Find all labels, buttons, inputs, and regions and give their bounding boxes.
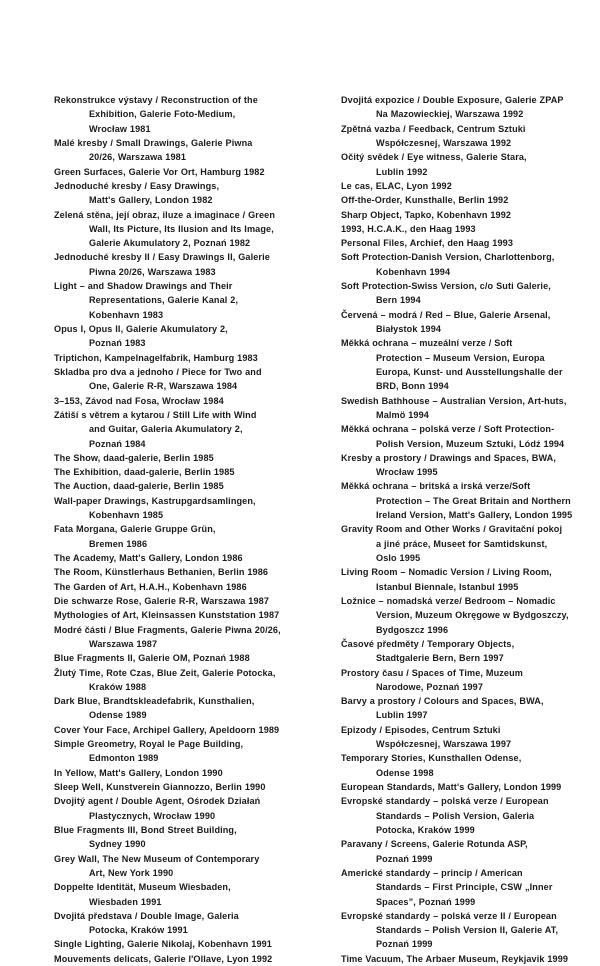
entry-continuation-line: Spaces”, Poznań 1999 [376,896,476,907]
entry-title-line: Rekonstrukce výstavy / Reconstruction of the [54,95,258,105]
exhibition-entry [19,608,299,622]
entry-title-line: Měkká ochrana – britská a irská verze/Soft [341,481,531,492]
entry-title-line: The Garden of Art, H.A.H., Kobenhavn 1986 [54,581,247,592]
entry-continuation-line: Oslo 1995 [376,553,421,563]
exhibition-entry [306,150,598,179]
exhibition-entry [306,522,598,565]
entry-title-line: Mouvements delicats, Galerie l'Ollave, Lyon 1992 [54,953,273,964]
exhibition-entry [306,179,598,193]
exhibition-entry [306,694,598,723]
entry-continuation-line: Współczesnej, Warszawa 1992 [376,137,512,148]
entry-continuation-line: Wrocław 1981 [89,123,151,134]
entry-continuation-line: 20/26, Warszawa 1981 [89,152,187,163]
exhibition-entry [19,723,299,737]
entry-title-line: Soft Protection-Swiss Version, c/o Suti Galerie, [341,281,551,292]
entry-title-line: Temporary Stories, Kunsthallen Odense, [341,753,522,764]
entry-title-line: Off-the-Order, Kunsthalle, Berlin 1992 [341,195,509,206]
entry-continuation-line: Edmonton 1989 [89,753,159,764]
exhibition-entry [19,208,299,251]
entry-continuation-line: Kraków 1988 [89,681,147,692]
entry-continuation-line: Wiesbaden 1991 [89,896,162,907]
exhibition-entry [19,666,299,695]
exhibition-entry [19,794,299,823]
entry-title-line: Časové předměty / Temporary Objects, [341,638,515,649]
entry-title-line: The Show, daad-galerie, Berlin 1985 [54,452,214,463]
exhibition-entry [19,694,299,723]
entry-title-line: Ložnice – nomadská verze/ Bedroom – Nomadic [341,595,556,606]
entry-title-line: Personal Files, Archief, den Haag 1993 [341,238,514,249]
exhibition-entry [19,451,299,465]
entry-title-line: Zpětná vazba / Feedback, Centrum Sztuki [341,123,526,134]
exhibition-entry [306,208,598,222]
exhibition-entry [306,794,598,837]
entry-continuation-line: Poznań 1999 [376,939,433,950]
entry-title-line: Time Vacuum, The Arbaer Museum, Reykjavik 1999 [341,953,569,964]
entry-continuation-line: Protection – Museum Version, Europa [376,352,545,363]
exhibition-entry [306,666,598,695]
exhibition-entry [306,236,598,250]
entry-title-line: The Room, Künstlerhaus Bethanien, Berlin 1986 [54,567,269,578]
entry-continuation-line: Protection – The Great Britain and Northern [376,495,571,506]
entry-continuation-line: BRD, Bonn 1994 [376,381,449,392]
entry-title-line: Americké standardy – princip / American [341,867,523,878]
entry-continuation-line: Narodowe, Poznań 1997 [376,681,484,692]
entry-title-line: Malé kresby / Small Drawings, Galerie Piwna [54,137,253,148]
entry-continuation-line: Version, Muzeum Okręgowe w Bydgoszczy, [376,610,569,621]
entry-title-line: European Standards, Matt's Gallery, London 1999 [341,782,562,792]
exhibition-entry [19,909,299,938]
exhibition-entry [19,565,299,579]
entry-continuation-line: Na Mazowieckiej, Warszawa 1992 [376,109,524,120]
exhibition-entry [306,866,598,909]
entry-title-line: Simple Greometry, Royal le Page Building, [54,739,244,750]
entry-title-line: Sharp Object, Tapko, Kobenhavn 1992 [341,209,512,220]
entry-title-line: Fata Morgana, Galerie Gruppe Grün, [54,524,216,535]
exhibition-entry [19,651,299,665]
entry-title-line: Blue Fragments III, Bond Street Building, [54,824,237,835]
exhibition-entry [19,580,299,594]
entry-continuation-line: Sydney 1990 [89,839,146,850]
entry-title-line: Dark Blue, Brandtskleadefabrik, Kunsthalien, [54,696,255,707]
exhibition-entry [19,394,299,408]
entry-title-line: The Exhibition, daad-galerie, Berlin 1985 [54,467,235,478]
entry-continuation-line: Poznań 1983 [89,338,146,349]
entry-continuation-line: Plastycznych, Wrocław 1990 [89,810,216,821]
entry-continuation-line: Ireland Version, Matt's Gallery, London 1995 [376,510,573,521]
entry-continuation-line: Istanbul Biennale, Istanbul 1995 [376,581,519,592]
exhibition-entry [19,279,299,322]
entry-title-line: Die schwarze Rose, Galerie R-R, Warszawa 1987 [54,595,270,606]
entry-title-line: Jednoduché kresby / Easy Drawings, [54,180,220,191]
entry-title-line: Sleep Well, Kunstverein Giannozzo, Berlin 1990 [54,782,266,792]
entry-continuation-line: Bern 1994 [376,295,421,306]
entry-title-line: Single Lighting, Galerie Nikolaj, Kobenhavn 1991 [54,939,272,950]
exhibition-entry [306,308,598,337]
entry-title-line: Wall-paper Drawings, Kastrupgardsamlingen, [54,495,256,506]
entry-title-line: 3–153, Závod nad Fosa, Wrocław 1984 [54,395,224,406]
exhibition-entry [306,637,598,666]
entry-continuation-line: Standards – Polish Version, Galeria [376,810,535,821]
entry-continuation-line: Art, New York 1990 [89,867,174,878]
exhibition-entry [306,451,598,480]
exhibition-entry [306,193,598,207]
entry-continuation-line: and Guitar, Galeria Akumulatory 2, [89,424,243,435]
exhibition-entry [19,766,299,780]
right-column [303,93,600,966]
entry-continuation-line: Białystok 1994 [376,324,442,334]
exhibition-entry [306,250,598,279]
exhibition-entry [19,880,299,909]
exhibition-entry [19,623,299,652]
entry-continuation-line: Warszawa 1987 [89,638,158,649]
entry-title-line: Prostory času / Spaces of Time, Muzeum [341,667,523,678]
entry-continuation-line: Exhibition, Galerie Foto-Medium, [89,109,236,120]
exhibition-entry [306,479,598,522]
two-column-body [0,93,600,966]
exhibition-entry [19,522,299,551]
exhibition-entry [306,723,598,752]
exhibition-entry [19,952,299,966]
exhibition-entry [306,122,598,151]
exhibition-entry [19,494,299,523]
entry-title-line: Zátiší s větrem a kytarou / Still Life with Wind [54,409,257,420]
entry-title-line: Skladba pro dva a jednoho / Piece for Two and [54,366,262,377]
entry-title-line: Mythologies of Art, Kleinsassen Kunststation 1987 [54,610,280,621]
entry-continuation-line: Standards – First Principle, CSW „Inner [376,882,553,893]
entry-continuation-line: Matt's Gallery, London 1982 [89,195,213,206]
entry-continuation-line: Kobenhavn 1983 [89,309,164,320]
exhibition-entry [19,551,299,565]
exhibition-entry [306,909,598,952]
exhibition-entry [306,780,598,794]
entry-continuation-line: Potocka, Kraków 1999 [376,824,475,835]
entry-title-line: Měkká ochrana – muzeální verze / Soft [341,338,513,349]
entry-continuation-line: Malmö 1994 [376,409,429,420]
exhibition-entry [19,852,299,881]
entry-title-line: Modré části / Blue Fragments, Galerie Piwna 20/26, [54,624,281,635]
entry-continuation-line: Wrocław 1995 [376,467,438,478]
entry-title-line: Evropské standardy – polská verze II / European [341,910,557,921]
exhibition-entry [19,737,299,766]
entry-title-line: Light – and Shadow Drawings and Their [54,281,233,292]
entry-continuation-line: Polish Version, Muzeum Sztuki, Lódź 1994 [376,438,565,449]
entry-title-line: Triptichon, Kampelnagelfabrik, Hamburg 1983 [54,352,258,363]
entry-title-line: Living Room – Nomadic Version / Living Room, [341,567,552,578]
entry-continuation-line: Kobenhavn 1985 [89,510,164,521]
exhibition-entry [19,408,299,451]
entry-title-line: Doppelte Identität, Museum Wiesbaden, [54,882,231,893]
entry-continuation-line: Lublin 1992 [376,166,428,177]
entry-continuation-line: Poznań 1984 [89,438,146,449]
exhibition-entry [306,422,598,451]
exhibition-entry [19,322,299,351]
entry-title-line: Kresby a prostory / Drawings and Spaces, BWA, [341,452,557,463]
exhibition-entry [306,565,598,594]
exhibition-entry [19,937,299,951]
left-column [0,93,303,966]
entry-title-line: Grey Wall, The New Museum of Contemporary [54,853,260,864]
entry-continuation-line: One, Galerie R-R, Warszawa 1984 [89,381,238,392]
exhibition-entry [19,594,299,608]
entry-title-line: 1993, H.C.A.K., den Haag 1993 [341,223,476,234]
entry-title-line: Epizody / Episodes, Centrum Sztuki [341,724,501,735]
exhibition-entry [19,365,299,394]
exhibition-entry [19,465,299,479]
entry-title-line: Očitý svědek / Eye witness, Galerie Stara, [341,152,527,163]
entry-title-line: Jednoduché kresby II / Easy Drawings II, Galerie [54,252,270,263]
exhibition-entry [19,351,299,365]
entry-title-line: In Yellow, Matt's Gallery, London 1990 [54,767,223,778]
entry-continuation-line: Potocka, Kraków 1991 [89,925,188,936]
exhibition-entry [306,93,598,122]
entry-title-line: Green Surfaces, Galerie Vor Ort, Hamburg 1982 [54,166,265,177]
entry-continuation-line: Europa, Kunst- und Ausstellungshalle der [376,366,563,377]
exhibition-entry [306,837,598,866]
entry-continuation-line: Poznań 1999 [376,853,433,864]
entry-title-line: Měkká ochrana – polská verze / Soft Protection- [341,424,555,435]
entry-title-line: The Auction, daad-galerie, Berlin 1985 [54,481,224,492]
entry-continuation-line: a jiné práce, Museet for Samtidskunst, [376,538,548,549]
entry-title-line: Evropské standardy – polská verze / European [341,796,549,807]
entry-continuation-line: Galerie Akumulatory 2, Poznań 1982 [89,238,251,249]
entry-continuation-line: Współczesnej, Warszawa 1997 [376,739,512,750]
entry-title-line: Opus I, Opus II, Galerie Akumulatory 2, [54,324,228,334]
exhibition-entry [19,165,299,179]
exhibition-entry [19,136,299,165]
exhibition-entry [19,479,299,493]
entry-title-line: Barvy a prostory / Colours and Spaces, BWA, [341,696,544,707]
exhibition-entry [306,952,598,966]
exhibition-entry [19,823,299,852]
entry-continuation-line: Odense 1998 [376,767,434,778]
entry-continuation-line: Lublin 1997 [376,710,428,721]
entry-continuation-line: Stadtgalerie Bern, Bern 1997 [376,653,504,664]
exhibition-entry [306,394,598,423]
exhibition-entry [19,179,299,208]
entry-continuation-line: Standards – Polish Version II, Galerie AT, [376,925,559,936]
exhibition-entry [19,93,299,136]
entry-title-line: Swedish Bathhouse – Australian Version, Art-huts, [341,395,567,406]
entry-continuation-line: Bremen 1986 [89,538,148,549]
entry-continuation-line: Bydgoszcz 1996 [376,624,449,635]
entry-title-line: Paravany / Screens, Galerie Rotunda ASP, [341,839,528,850]
entry-title-line: Dvojitý agent / Double Agent, Ośrodek Działań [54,796,261,807]
entry-continuation-line: Piwna 20/26, Warszawa 1983 [89,266,216,277]
entry-title-line: Žlutý Time, Rote Czas, Blue Zeit, Galerie Potocka, [54,667,276,678]
entry-continuation-line: Kobenhavn 1994 [376,266,451,277]
entry-title-line: Dvojitá představa / Double Image, Galeria [54,910,239,921]
exhibition-entry [306,222,598,236]
entry-title-line: Červená – modrá / Red – Blue, Galerie Arsenal, [341,309,551,320]
entry-title-line: Le cas, ELAC, Lyon 1992 [341,180,452,191]
exhibition-entry [19,780,299,794]
entry-continuation-line: Representations, Galerie Kanal 2, [89,295,239,306]
entry-title-line: Gravity Room and Other Works / Gravitační pokoj [341,524,563,535]
entry-title-line: Soft Protection-Danish Version, Charlottenborg, [341,252,555,263]
entry-title-line: Cover Your Face, Archipel Gallery, Apeldoorn 1989 [54,724,280,735]
exhibition-entry [306,594,598,637]
entry-continuation-line: Wall, Its Picture, Its Ilusion and Its Image, [89,223,274,234]
entry-title-line: Zelená stěna, její obraz, iluze a imaginace / Green [54,209,275,220]
entry-title-line: Dvojitá expozice / Double Exposure, Galerie ZPAP [341,95,564,105]
exhibition-entry [306,336,598,393]
exhibition-entry [19,250,299,279]
entry-continuation-line: Odense 1989 [89,710,147,721]
entry-title-line: The Academy, Matt's Gallery, London 1986 [54,553,243,563]
exhibition-entry [306,279,598,308]
entry-title-line: Blue Fragments II, Galerie OM, Poznań 1988 [54,653,250,664]
exhibition-entry [306,751,598,780]
